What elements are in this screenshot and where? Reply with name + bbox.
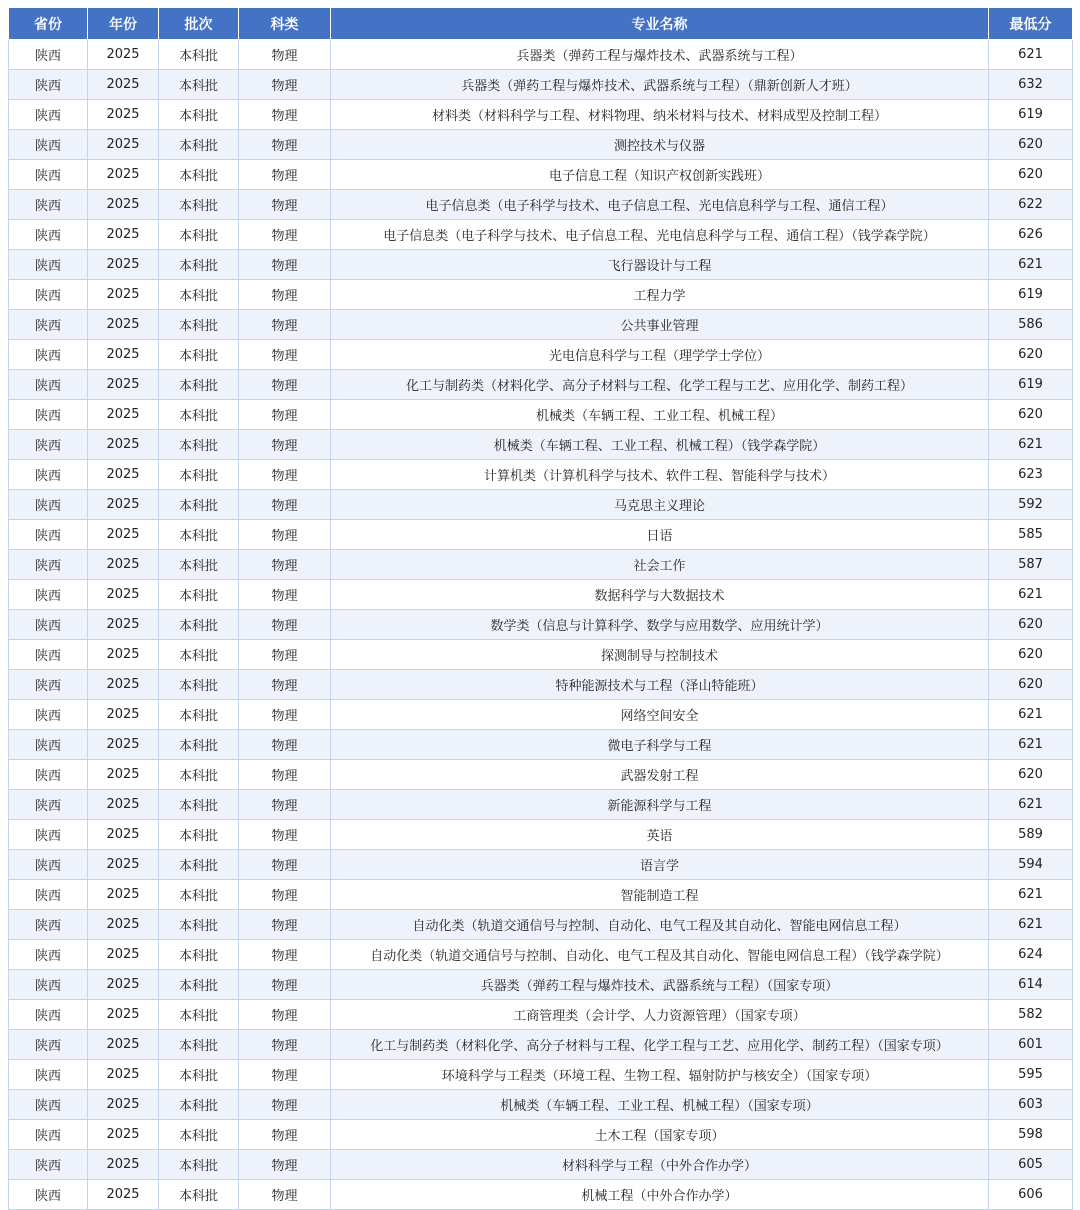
cell-province: 陕西 xyxy=(9,370,88,400)
cell-year: 2025 xyxy=(88,610,159,640)
cell-major-name: 机械工程（中外合作办学） xyxy=(331,1180,989,1210)
cell-min-score: 621 xyxy=(989,40,1073,70)
cell-province: 陕西 xyxy=(9,1090,88,1120)
table-row xyxy=(9,760,1073,790)
cell-subject: 物理 xyxy=(239,160,331,190)
cell-province: 陕西 xyxy=(9,1150,88,1180)
cell-major-name: 土木工程（国家专项） xyxy=(331,1120,989,1150)
cell-subject: 物理 xyxy=(239,1000,331,1030)
cell-year: 2025 xyxy=(88,490,159,520)
cell-subject: 物理 xyxy=(239,250,331,280)
header-min-score: 最低分 xyxy=(989,8,1073,40)
cell-province: 陕西 xyxy=(9,610,88,640)
cell-subject: 物理 xyxy=(239,580,331,610)
cell-min-score: 620 xyxy=(989,610,1073,640)
cell-major-name: 飞行器设计与工程 xyxy=(331,250,989,280)
cell-year: 2025 xyxy=(88,1150,159,1180)
cell-batch: 本科批 xyxy=(159,310,239,340)
cell-subject: 物理 xyxy=(239,370,331,400)
cell-year: 2025 xyxy=(88,520,159,550)
table-row xyxy=(9,490,1073,520)
cell-subject: 物理 xyxy=(239,490,331,520)
cell-subject: 物理 xyxy=(239,340,331,370)
table-row xyxy=(9,550,1073,580)
cell-min-score: 620 xyxy=(989,640,1073,670)
cell-major-name: 工程力学 xyxy=(331,280,989,310)
cell-major-name: 数据科学与大数据技术 xyxy=(331,580,989,610)
cell-min-score: 606 xyxy=(989,1180,1073,1210)
cell-province: 陕西 xyxy=(9,550,88,580)
cell-min-score: 620 xyxy=(989,400,1073,430)
cell-subject: 物理 xyxy=(239,790,331,820)
cell-batch: 本科批 xyxy=(159,670,239,700)
cell-year: 2025 xyxy=(88,40,159,70)
cell-year: 2025 xyxy=(88,700,159,730)
table-row xyxy=(9,610,1073,640)
cell-year: 2025 xyxy=(88,1000,159,1030)
cell-year: 2025 xyxy=(88,400,159,430)
cell-province: 陕西 xyxy=(9,310,88,340)
table-row xyxy=(9,1120,1073,1150)
table-row xyxy=(9,640,1073,670)
cell-province: 陕西 xyxy=(9,160,88,190)
cell-major-name: 社会工作 xyxy=(331,550,989,580)
cell-batch: 本科批 xyxy=(159,370,239,400)
cell-year: 2025 xyxy=(88,970,159,1000)
table-row xyxy=(9,70,1073,100)
cell-year: 2025 xyxy=(88,430,159,460)
cell-subject: 物理 xyxy=(239,760,331,790)
admission-score-table-container xyxy=(8,7,1072,1210)
cell-subject: 物理 xyxy=(239,100,331,130)
cell-batch: 本科批 xyxy=(159,1180,239,1210)
cell-province: 陕西 xyxy=(9,580,88,610)
cell-batch: 本科批 xyxy=(159,70,239,100)
table-row xyxy=(9,160,1073,190)
cell-min-score: 594 xyxy=(989,850,1073,880)
cell-major-name: 新能源科学与工程 xyxy=(331,790,989,820)
table-row xyxy=(9,850,1073,880)
cell-min-score: 621 xyxy=(989,790,1073,820)
header-major-name: 专业名称 xyxy=(331,8,989,40)
cell-year: 2025 xyxy=(88,100,159,130)
cell-year: 2025 xyxy=(88,340,159,370)
table-body xyxy=(9,40,1073,1210)
table-header-row xyxy=(9,8,1073,40)
table-row xyxy=(9,40,1073,70)
cell-major-name: 马克思主义理论 xyxy=(331,490,989,520)
cell-major-name: 语言学 xyxy=(331,850,989,880)
cell-major-name: 机械类（车辆工程、工业工程、机械工程）（国家专项） xyxy=(331,1090,989,1120)
cell-min-score: 620 xyxy=(989,160,1073,190)
cell-major-name: 自动化类（轨道交通信号与控制、自动化、电气工程及其自动化、智能电网信息工程）（钱学森学院） xyxy=(331,940,989,970)
table-row xyxy=(9,220,1073,250)
cell-year: 2025 xyxy=(88,640,159,670)
cell-year: 2025 xyxy=(88,70,159,100)
cell-batch: 本科批 xyxy=(159,190,239,220)
cell-major-name: 公共事业管理 xyxy=(331,310,989,340)
cell-min-score: 619 xyxy=(989,280,1073,310)
cell-year: 2025 xyxy=(88,220,159,250)
cell-year: 2025 xyxy=(88,550,159,580)
cell-batch: 本科批 xyxy=(159,400,239,430)
cell-batch: 本科批 xyxy=(159,1120,239,1150)
cell-province: 陕西 xyxy=(9,820,88,850)
cell-major-name: 英语 xyxy=(331,820,989,850)
cell-min-score: 621 xyxy=(989,430,1073,460)
cell-year: 2025 xyxy=(88,1060,159,1090)
cell-province: 陕西 xyxy=(9,790,88,820)
table-row xyxy=(9,250,1073,280)
cell-min-score: 582 xyxy=(989,1000,1073,1030)
cell-year: 2025 xyxy=(88,1030,159,1060)
cell-subject: 物理 xyxy=(239,670,331,700)
cell-min-score: 587 xyxy=(989,550,1073,580)
cell-province: 陕西 xyxy=(9,460,88,490)
cell-major-name: 网络空间安全 xyxy=(331,700,989,730)
cell-year: 2025 xyxy=(88,160,159,190)
cell-batch: 本科批 xyxy=(159,910,239,940)
cell-min-score: 589 xyxy=(989,820,1073,850)
table-row xyxy=(9,100,1073,130)
cell-subject: 物理 xyxy=(239,310,331,340)
cell-batch: 本科批 xyxy=(159,700,239,730)
cell-subject: 物理 xyxy=(239,850,331,880)
cell-year: 2025 xyxy=(88,310,159,340)
cell-subject: 物理 xyxy=(239,40,331,70)
cell-subject: 物理 xyxy=(239,460,331,490)
table-row xyxy=(9,970,1073,1000)
cell-year: 2025 xyxy=(88,820,159,850)
cell-province: 陕西 xyxy=(9,100,88,130)
table-row xyxy=(9,520,1073,550)
cell-batch: 本科批 xyxy=(159,970,239,1000)
cell-province: 陕西 xyxy=(9,910,88,940)
cell-province: 陕西 xyxy=(9,280,88,310)
cell-major-name: 材料科学与工程（中外合作办学） xyxy=(331,1150,989,1180)
cell-major-name: 化工与制药类（材料化学、高分子材料与工程、化学工程与工艺、应用化学、制药工程） xyxy=(331,370,989,400)
cell-province: 陕西 xyxy=(9,340,88,370)
cell-min-score: 620 xyxy=(989,340,1073,370)
cell-min-score: 621 xyxy=(989,700,1073,730)
cell-province: 陕西 xyxy=(9,40,88,70)
header-year: 年份 xyxy=(88,8,159,40)
cell-subject: 物理 xyxy=(239,880,331,910)
cell-year: 2025 xyxy=(88,280,159,310)
cell-major-name: 工商管理类（会计学、人力资源管理）（国家专项） xyxy=(331,1000,989,1030)
cell-batch: 本科批 xyxy=(159,430,239,460)
cell-batch: 本科批 xyxy=(159,490,239,520)
cell-subject: 物理 xyxy=(239,640,331,670)
cell-subject: 物理 xyxy=(239,820,331,850)
cell-province: 陕西 xyxy=(9,1120,88,1150)
cell-year: 2025 xyxy=(88,250,159,280)
cell-province: 陕西 xyxy=(9,520,88,550)
cell-province: 陕西 xyxy=(9,940,88,970)
cell-province: 陕西 xyxy=(9,760,88,790)
cell-year: 2025 xyxy=(88,130,159,160)
cell-subject: 物理 xyxy=(239,610,331,640)
table-row xyxy=(9,730,1073,760)
cell-province: 陕西 xyxy=(9,700,88,730)
cell-major-name: 机械类（车辆工程、工业工程、机械工程） xyxy=(331,400,989,430)
cell-province: 陕西 xyxy=(9,1030,88,1060)
cell-batch: 本科批 xyxy=(159,250,239,280)
cell-major-name: 计算机类（计算机科学与技术、软件工程、智能科学与技术） xyxy=(331,460,989,490)
cell-major-name: 兵器类（弹药工程与爆炸技术、武器系统与工程）（鼎新创新人才班） xyxy=(331,70,989,100)
cell-subject: 物理 xyxy=(239,700,331,730)
cell-province: 陕西 xyxy=(9,220,88,250)
cell-major-name: 武器发射工程 xyxy=(331,760,989,790)
cell-min-score: 621 xyxy=(989,880,1073,910)
cell-batch: 本科批 xyxy=(159,730,239,760)
cell-min-score: 619 xyxy=(989,100,1073,130)
cell-year: 2025 xyxy=(88,1120,159,1150)
cell-province: 陕西 xyxy=(9,190,88,220)
table-row xyxy=(9,910,1073,940)
cell-province: 陕西 xyxy=(9,430,88,460)
cell-year: 2025 xyxy=(88,880,159,910)
table-row xyxy=(9,580,1073,610)
table-row xyxy=(9,280,1073,310)
cell-batch: 本科批 xyxy=(159,280,239,310)
table-row xyxy=(9,400,1073,430)
cell-year: 2025 xyxy=(88,790,159,820)
cell-min-score: 586 xyxy=(989,310,1073,340)
table-row xyxy=(9,460,1073,490)
cell-subject: 物理 xyxy=(239,1030,331,1060)
cell-major-name: 兵器类（弹药工程与爆炸技术、武器系统与工程） xyxy=(331,40,989,70)
cell-batch: 本科批 xyxy=(159,820,239,850)
table-row xyxy=(9,1150,1073,1180)
cell-subject: 物理 xyxy=(239,1180,331,1210)
cell-year: 2025 xyxy=(88,1180,159,1210)
table-row xyxy=(9,130,1073,160)
table-row xyxy=(9,880,1073,910)
cell-min-score: 622 xyxy=(989,190,1073,220)
cell-min-score: 592 xyxy=(989,490,1073,520)
cell-province: 陕西 xyxy=(9,1000,88,1030)
cell-min-score: 598 xyxy=(989,1120,1073,1150)
table-row xyxy=(9,1060,1073,1090)
cell-province: 陕西 xyxy=(9,130,88,160)
cell-province: 陕西 xyxy=(9,670,88,700)
cell-province: 陕西 xyxy=(9,640,88,670)
cell-batch: 本科批 xyxy=(159,610,239,640)
cell-min-score: 614 xyxy=(989,970,1073,1000)
cell-subject: 物理 xyxy=(239,280,331,310)
cell-year: 2025 xyxy=(88,190,159,220)
cell-province: 陕西 xyxy=(9,400,88,430)
cell-batch: 本科批 xyxy=(159,160,239,190)
cell-major-name: 探测制导与控制技术 xyxy=(331,640,989,670)
table-row xyxy=(9,1030,1073,1060)
cell-major-name: 兵器类（弹药工程与爆炸技术、武器系统与工程）（国家专项） xyxy=(331,970,989,1000)
cell-year: 2025 xyxy=(88,460,159,490)
cell-min-score: 620 xyxy=(989,130,1073,160)
cell-subject: 物理 xyxy=(239,430,331,460)
cell-major-name: 日语 xyxy=(331,520,989,550)
cell-batch: 本科批 xyxy=(159,340,239,370)
cell-year: 2025 xyxy=(88,910,159,940)
cell-batch: 本科批 xyxy=(159,760,239,790)
cell-batch: 本科批 xyxy=(159,580,239,610)
cell-subject: 物理 xyxy=(239,520,331,550)
cell-min-score: 621 xyxy=(989,250,1073,280)
cell-major-name: 机械类（车辆工程、工业工程、机械工程）（钱学森学院） xyxy=(331,430,989,460)
cell-min-score: 601 xyxy=(989,1030,1073,1060)
table-row xyxy=(9,1090,1073,1120)
cell-subject: 物理 xyxy=(239,1120,331,1150)
cell-subject: 物理 xyxy=(239,730,331,760)
cell-subject: 物理 xyxy=(239,1150,331,1180)
cell-major-name: 电子信息类（电子科学与技术、电子信息工程、光电信息科学与工程、通信工程） xyxy=(331,190,989,220)
cell-batch: 本科批 xyxy=(159,520,239,550)
cell-major-name: 测控技术与仪器 xyxy=(331,130,989,160)
cell-min-score: 620 xyxy=(989,670,1073,700)
cell-batch: 本科批 xyxy=(159,220,239,250)
cell-batch: 本科批 xyxy=(159,1090,239,1120)
cell-subject: 物理 xyxy=(239,940,331,970)
cell-major-name: 自动化类（轨道交通信号与控制、自动化、电气工程及其自动化、智能电网信息工程） xyxy=(331,910,989,940)
cell-min-score: 621 xyxy=(989,910,1073,940)
cell-province: 陕西 xyxy=(9,970,88,1000)
header-province: 省份 xyxy=(9,8,88,40)
cell-province: 陕西 xyxy=(9,880,88,910)
cell-major-name: 环境科学与工程类（环境工程、生物工程、辐射防护与核安全）（国家专项） xyxy=(331,1060,989,1090)
cell-subject: 物理 xyxy=(239,190,331,220)
cell-subject: 物理 xyxy=(239,1090,331,1120)
cell-min-score: 623 xyxy=(989,460,1073,490)
cell-year: 2025 xyxy=(88,1090,159,1120)
cell-year: 2025 xyxy=(88,760,159,790)
cell-batch: 本科批 xyxy=(159,100,239,130)
cell-major-name: 智能制造工程 xyxy=(331,880,989,910)
cell-subject: 物理 xyxy=(239,1060,331,1090)
cell-min-score: 632 xyxy=(989,70,1073,100)
cell-subject: 物理 xyxy=(239,550,331,580)
cell-province: 陕西 xyxy=(9,1180,88,1210)
cell-subject: 物理 xyxy=(239,220,331,250)
cell-min-score: 619 xyxy=(989,370,1073,400)
cell-province: 陕西 xyxy=(9,730,88,760)
table-row xyxy=(9,940,1073,970)
cell-year: 2025 xyxy=(88,580,159,610)
table-row xyxy=(9,310,1073,340)
cell-min-score: 620 xyxy=(989,760,1073,790)
cell-batch: 本科批 xyxy=(159,940,239,970)
cell-batch: 本科批 xyxy=(159,1150,239,1180)
cell-min-score: 624 xyxy=(989,940,1073,970)
cell-batch: 本科批 xyxy=(159,850,239,880)
cell-major-name: 化工与制药类（材料化学、高分子材料与工程、化学工程与工艺、应用化学、制药工程）（国家专项） xyxy=(331,1030,989,1060)
table-row xyxy=(9,1000,1073,1030)
table-row xyxy=(9,430,1073,460)
table-row xyxy=(9,820,1073,850)
cell-major-name: 特种能源技术与工程（泽山特能班） xyxy=(331,670,989,700)
cell-batch: 本科批 xyxy=(159,550,239,580)
table-row xyxy=(9,790,1073,820)
cell-major-name: 数学类（信息与计算科学、数学与应用数学、应用统计学） xyxy=(331,610,989,640)
cell-major-name: 材料类（材料科学与工程、材料物理、纳米材料与技术、材料成型及控制工程） xyxy=(331,100,989,130)
header-batch: 批次 xyxy=(159,8,239,40)
cell-province: 陕西 xyxy=(9,70,88,100)
cell-province: 陕西 xyxy=(9,850,88,880)
table-row xyxy=(9,700,1073,730)
admission-score-table xyxy=(8,7,1073,1210)
cell-subject: 物理 xyxy=(239,910,331,940)
cell-province: 陕西 xyxy=(9,1060,88,1090)
cell-batch: 本科批 xyxy=(159,790,239,820)
cell-major-name: 微电子科学与工程 xyxy=(331,730,989,760)
cell-batch: 本科批 xyxy=(159,640,239,670)
cell-min-score: 585 xyxy=(989,520,1073,550)
table-row xyxy=(9,340,1073,370)
cell-province: 陕西 xyxy=(9,250,88,280)
cell-province: 陕西 xyxy=(9,490,88,520)
cell-year: 2025 xyxy=(88,940,159,970)
cell-subject: 物理 xyxy=(239,70,331,100)
header-subject: 科类 xyxy=(239,8,331,40)
cell-subject: 物理 xyxy=(239,130,331,160)
cell-batch: 本科批 xyxy=(159,40,239,70)
cell-subject: 物理 xyxy=(239,970,331,1000)
cell-major-name: 电子信息工程（知识产权创新实践班） xyxy=(331,160,989,190)
cell-min-score: 621 xyxy=(989,730,1073,760)
cell-batch: 本科批 xyxy=(159,130,239,160)
table-row xyxy=(9,670,1073,700)
cell-batch: 本科批 xyxy=(159,1060,239,1090)
cell-batch: 本科批 xyxy=(159,1000,239,1030)
cell-year: 2025 xyxy=(88,850,159,880)
cell-min-score: 595 xyxy=(989,1060,1073,1090)
cell-major-name: 光电信息科学与工程（理学学士学位） xyxy=(331,340,989,370)
cell-batch: 本科批 xyxy=(159,460,239,490)
table-row xyxy=(9,370,1073,400)
cell-min-score: 621 xyxy=(989,580,1073,610)
cell-year: 2025 xyxy=(88,730,159,760)
cell-subject: 物理 xyxy=(239,400,331,430)
cell-year: 2025 xyxy=(88,370,159,400)
cell-min-score: 626 xyxy=(989,220,1073,250)
cell-batch: 本科批 xyxy=(159,1030,239,1060)
table-row xyxy=(9,190,1073,220)
cell-min-score: 605 xyxy=(989,1150,1073,1180)
cell-batch: 本科批 xyxy=(159,880,239,910)
cell-major-name: 电子信息类（电子科学与技术、电子信息工程、光电信息科学与工程、通信工程）（钱学森学院） xyxy=(331,220,989,250)
cell-year: 2025 xyxy=(88,670,159,700)
cell-min-score: 603 xyxy=(989,1090,1073,1120)
table-row xyxy=(9,1180,1073,1210)
